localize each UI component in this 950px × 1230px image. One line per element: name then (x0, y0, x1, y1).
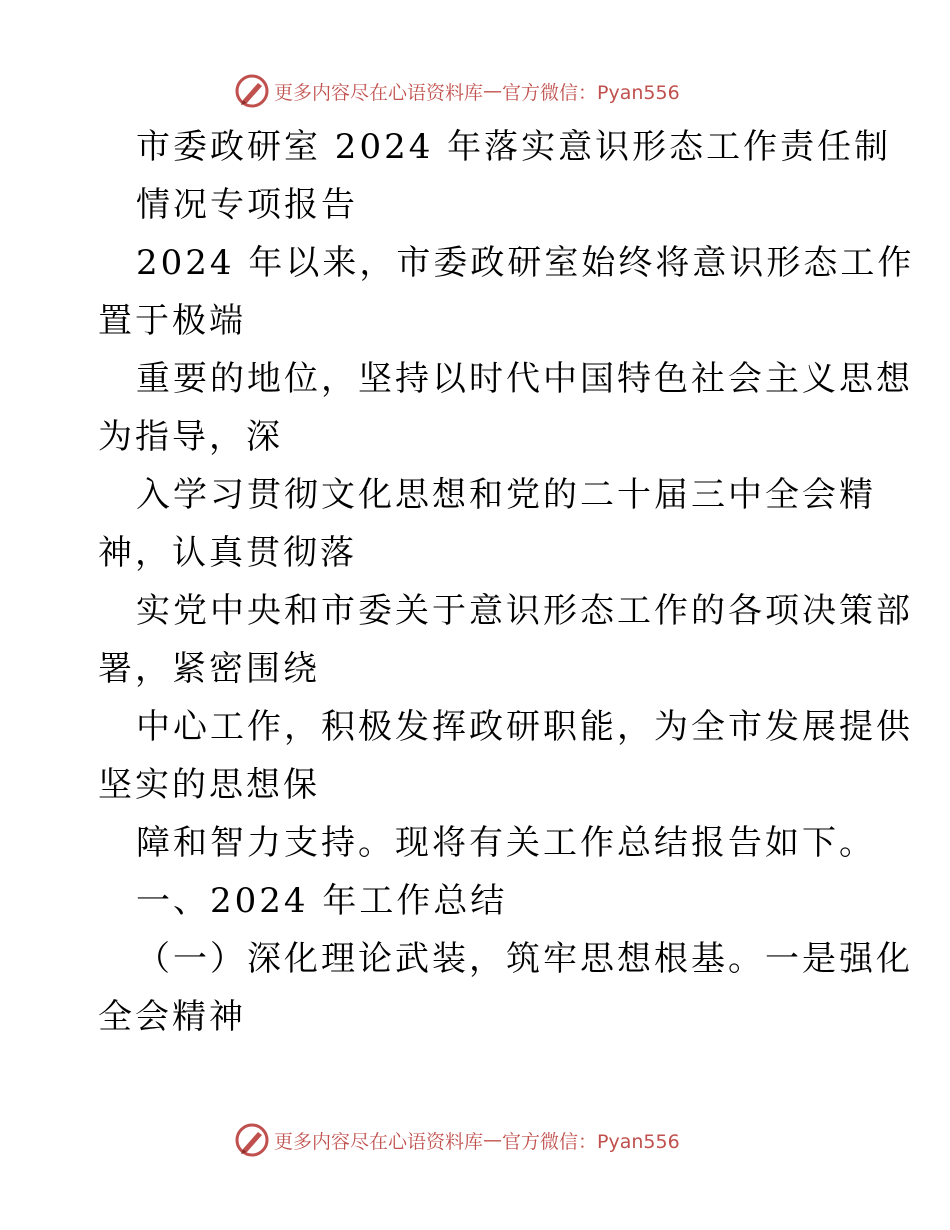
title-line-1: 市委政研室 2024 年落实意识形态工作责任制 (136, 127, 892, 167)
watermark-wechat: 官方微信：Pyan556 (502, 81, 680, 104)
watermark-wechat: 官方微信：Pyan556 (502, 1130, 680, 1153)
watermark-text: 更多内容尽在心语资料库 (274, 1130, 484, 1153)
paragraph-line: 神，认真贯彻落 (98, 533, 357, 573)
paragraph-line: 实党中央和市委关于意识形态工作的各项决策部 (136, 591, 913, 631)
section-heading: 一、2024 年工作总结 (136, 881, 508, 921)
header-watermark (234, 71, 680, 111)
pen-logo-icon (234, 73, 270, 109)
paragraph-line: 中心工作，积极发挥政研职能，为全市发展提供 (136, 707, 913, 747)
paragraph-line: 2024 年以来，市委政研室始终将意识形态工作 (136, 243, 915, 283)
paragraph-line: 置于极端 (98, 301, 246, 341)
watermark-text: 更多内容尽在心语资料库 (274, 81, 484, 104)
paragraph-line: 入学习贯彻文化思想和党的二十届三中全会精 (136, 475, 876, 515)
paragraph-line: 为指导，深 (98, 417, 283, 457)
paragraph-line: 重要的地位，坚持以时代中国特色社会主义思想 (136, 359, 913, 399)
subsection-line: （一）深化理论武装，筑牢思想根基。一是强化 (136, 939, 913, 979)
watermark-dash: — (483, 80, 503, 102)
title-line-2: 情况专项报告 (136, 185, 358, 225)
paragraph-line: 全会精神 (98, 997, 246, 1037)
watermark-dash: — (483, 1129, 503, 1151)
paragraph-line: 坚实的思想保 (98, 765, 320, 805)
pen-logo-icon (234, 1122, 270, 1158)
paragraph-line: 障和智力支持。现将有关工作总结报告如下。 (136, 823, 876, 863)
footer-watermark (234, 1120, 680, 1160)
paragraph-line: 署，紧密围绕 (98, 649, 320, 689)
document-body (98, 118, 915, 1046)
